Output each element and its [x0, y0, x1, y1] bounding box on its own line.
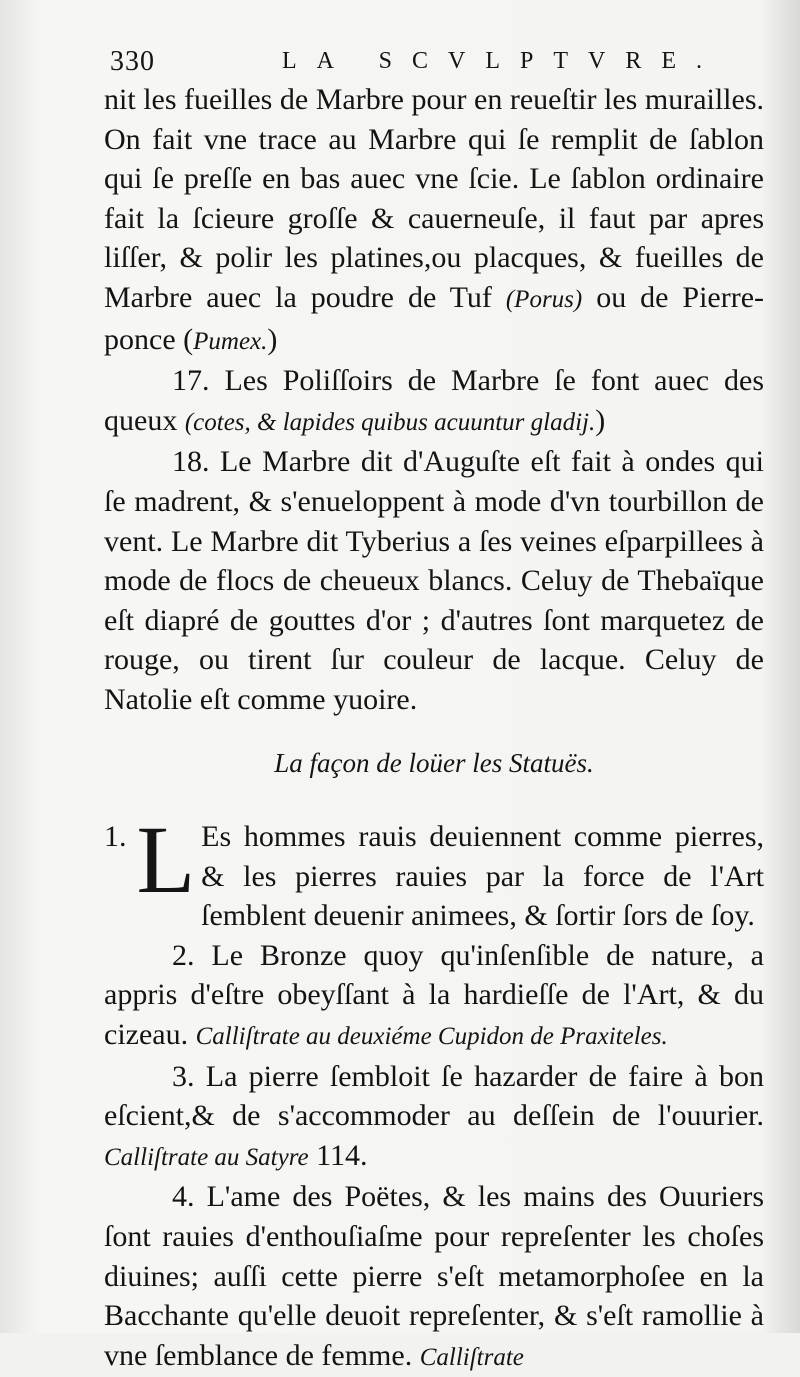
paragraph-text: Les Poliſſoirs de Marbre ſe font auec des queux	[104, 364, 764, 437]
paragraph-continued	[104, 80, 764, 361]
paragraph-text: La pierre ſembloit ſe hazarder de faire à bon eſcient,& de s'accommoder au deſſein de l'ouurier.	[104, 1059, 764, 1133]
italic-gloss: (Porus)	[505, 285, 583, 313]
paragraph-18	[104, 442, 764, 719]
paragraph-2	[104, 936, 764, 1057]
paragraph-text: Le Marbre dit d'Auguſte eſt fait à ondes qui ſe madrent, & s'enueloppent à mode d'vn tourbillon de vent. Le Marbre dit Tyberius a ſes veines eſparpillees à mode de flocs de cheueux blancs. Celuy de Thebaïque eſt diapré de gouttes d'or ; d'autres ſont marquetez de rouge, ou tirent ſur couleur de lacque. Celuy de Natolie eſt comme yuoire.	[104, 445, 764, 716]
item-number: 1.	[104, 820, 127, 854]
paragraph-1	[104, 806, 764, 936]
paragraph-4	[104, 1177, 764, 1377]
paragraph-text: Le Bronze quoy qu'inſenſible de nature, a appris d'eſtre obeyſſant à la hardieſſe de l'Art, & du cizeau.	[104, 938, 764, 1052]
paragraph-text: )	[595, 403, 606, 437]
italic-gloss: Pumex.	[193, 327, 268, 355]
running-head: LA SCVLPTVRE.	[282, 48, 723, 74]
paragraph-text: nit les fueilles de Marbre pour en reueſtir les murailles. On fait vne trace au Marbre qui ſe remplit de ſablon qui ſe preſſe en bas auec vne ſcie. Le ſablon ordinaire fait la ſcieure groſſe & cauerneuſe, il faut par apres liſſer, & polir les platines,ou placques, & fueilles de Marbre auec la poudre de Tuf	[104, 83, 764, 314]
citation: Calliſtrate	[419, 1343, 524, 1371]
drop-capital: L	[136, 806, 196, 914]
section-heading: La façon de loüer les Statuës.	[274, 747, 594, 778]
item-number: 3.	[172, 1059, 195, 1093]
italic-gloss: (cotes, & lapides quibus acuuntur gladij.	[184, 408, 596, 436]
paragraph-text: )	[267, 322, 278, 356]
citation: Calliſtrate au deuxiéme Cupidon de Praxiteles.	[195, 1023, 668, 1051]
item-number: 2.	[172, 938, 195, 972]
paragraph-17	[104, 361, 764, 442]
citation: Calliſtrate au Satyre	[104, 1143, 309, 1171]
paragraph-text: ou de Pierre-ponce (	[104, 280, 764, 356]
page-number: 330	[110, 46, 155, 77]
paragraph-text: L'ame des Poëtes, & les mains des Ouuriers ſont rauies d'enthouſiaſme pour repreſenter les choſes diuines; auſſi cette pierre s'eſt metamorphoſee en la Bacchante qu'elle deuoit repreſenter, & s'eſt ramollie à vne ſemblance de femme.	[104, 1180, 764, 1372]
page-body	[104, 80, 764, 1377]
item-number: 18.	[172, 445, 210, 479]
item-number: 17.	[172, 364, 210, 398]
item-number: 4.	[172, 1180, 195, 1214]
paragraph-3	[104, 1057, 764, 1178]
citation-ref: 114.	[308, 1138, 368, 1172]
paragraph-text: Es hommes rauis deuiennent comme pierres, & les pierres rauies par la force de l'Art ſemblent deuenir animees, & ſortir ſors de ſoy.	[201, 820, 764, 933]
